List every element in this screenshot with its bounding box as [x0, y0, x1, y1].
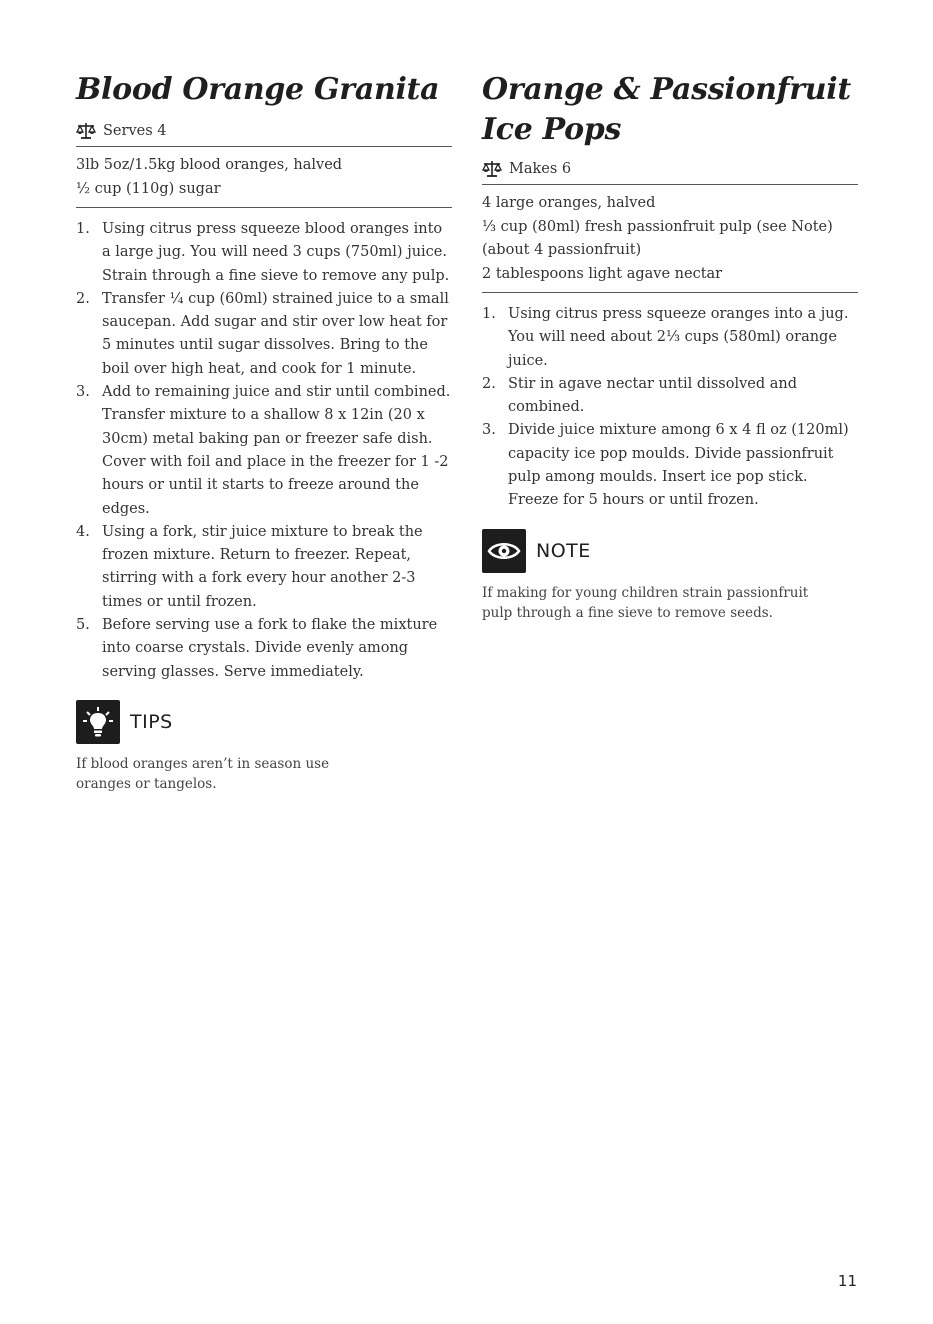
method-steps: [482, 303, 858, 513]
tips-label: TIPS: [130, 710, 173, 733]
step-text: Before serving use a fork to flake the mixture into coarse crystals. Divide evenly among serving glasses. Serve immediately.: [102, 617, 438, 680]
scale-icon: [76, 122, 96, 140]
step-item: [76, 381, 452, 521]
note-label: NOTE: [536, 539, 591, 562]
makes-text: Makes 6: [509, 161, 572, 177]
step-item: [76, 218, 452, 288]
recipe-orange-passionfruit-ice-pops: [482, 70, 858, 624]
step-item: [76, 614, 452, 684]
ingredient-item: 4 large oranges, halved: [482, 195, 656, 211]
recipe-title-line: Orange & Passionfruit: [482, 72, 851, 107]
serves-text: Serves 4: [103, 123, 167, 139]
step-text: Divide juice mixture among 6 x 4 fl oz (120ml) capacity ice pop moulds. Divide passionfruit pulp among moulds. Insert ice pop stick. Freeze for 5 hours or until frozen.: [508, 422, 849, 509]
ingredient-item: ⅓ cup (80ml) fresh passionfruit pulp (see Note): [482, 218, 833, 235]
step-number: 1.: [482, 306, 496, 322]
recipe-blood-orange-granita: [76, 70, 452, 795]
step-number: 3.: [482, 422, 496, 439]
recipe-title: [482, 70, 858, 150]
step-number: 3.: [76, 384, 90, 401]
eye-icon: [487, 539, 521, 563]
ingredients-list: [76, 147, 452, 208]
step-number: 2.: [76, 290, 90, 307]
recipe-title: Blood Orange Granita: [76, 72, 440, 107]
tips-text: If blood oranges aren’t in season use oranges or tangelos.: [76, 755, 330, 793]
step-text: Using citrus press squeeze oranges into a jug. You will need about 2⅓ cups (580ml) orange juice.: [508, 306, 849, 369]
serves-row: [76, 122, 452, 147]
note-text: If making for young children strain passionfruit pulp through a fine sieve to remove seeds.: [482, 584, 809, 622]
makes-row: [482, 160, 858, 185]
lightbulb-icon: [81, 705, 115, 739]
tips-callout: [76, 700, 452, 744]
recipe-title-line: Ice Pops: [482, 112, 622, 147]
step-text: Using citrus press squeeze blood oranges into a large jug. You will need 3 cups (750ml) juice. Strain through a fine sieve to remove any pulp.: [102, 221, 450, 284]
ingredient-item: ½ cup (110g) sugar: [76, 180, 221, 197]
step-item: [76, 288, 452, 381]
ingredient-item: (about 4 passionfruit): [482, 242, 642, 258]
step-number: 5.: [76, 617, 90, 634]
ingredient-item: 2 tablespoons light agave nectar: [482, 265, 723, 282]
note-callout: [482, 529, 858, 573]
step-text: Using a fork, stir juice mixture to break the frozen mixture. Return to freezer. Repeat, stirring with a fork every hour another 2-3 times or until frozen.: [102, 523, 423, 610]
step-text: Stir in agave nectar until dissolved and combined.: [508, 375, 798, 416]
scale-icon: [482, 160, 502, 178]
ingredients-list: [482, 185, 858, 293]
step-item: [76, 521, 452, 614]
step-item: [482, 373, 858, 420]
page-number: 11: [837, 1272, 857, 1290]
step-text: Transfer ¼ cup (60ml) strained juice to a small saucepan. Add sugar and stir over low heat for 5 minutes until sugar dissolves. Bring to the boil over high heat, and cook for 1 minute.: [102, 290, 449, 377]
step-text: Add to remaining juice and stir until combined. Transfer mixture to a shallow 8 x 12in (20 x 30cm) metal baking pan or freezer safe dish. Cover with foil and place in the freezer for 1 -2 hours or until it starts to freeze around the edges.: [102, 384, 451, 517]
ingredient-item: 3lb 5oz/1.5kg blood oranges, halved: [76, 157, 343, 173]
note-icon-box: [482, 529, 526, 573]
step-number: 1.: [76, 221, 90, 237]
step-number: 2.: [482, 375, 496, 392]
step-item: [482, 419, 858, 512]
method-steps: [76, 218, 452, 684]
tips-icon-box: [76, 700, 120, 744]
step-item: [482, 303, 858, 373]
step-number: 4.: [76, 523, 90, 540]
